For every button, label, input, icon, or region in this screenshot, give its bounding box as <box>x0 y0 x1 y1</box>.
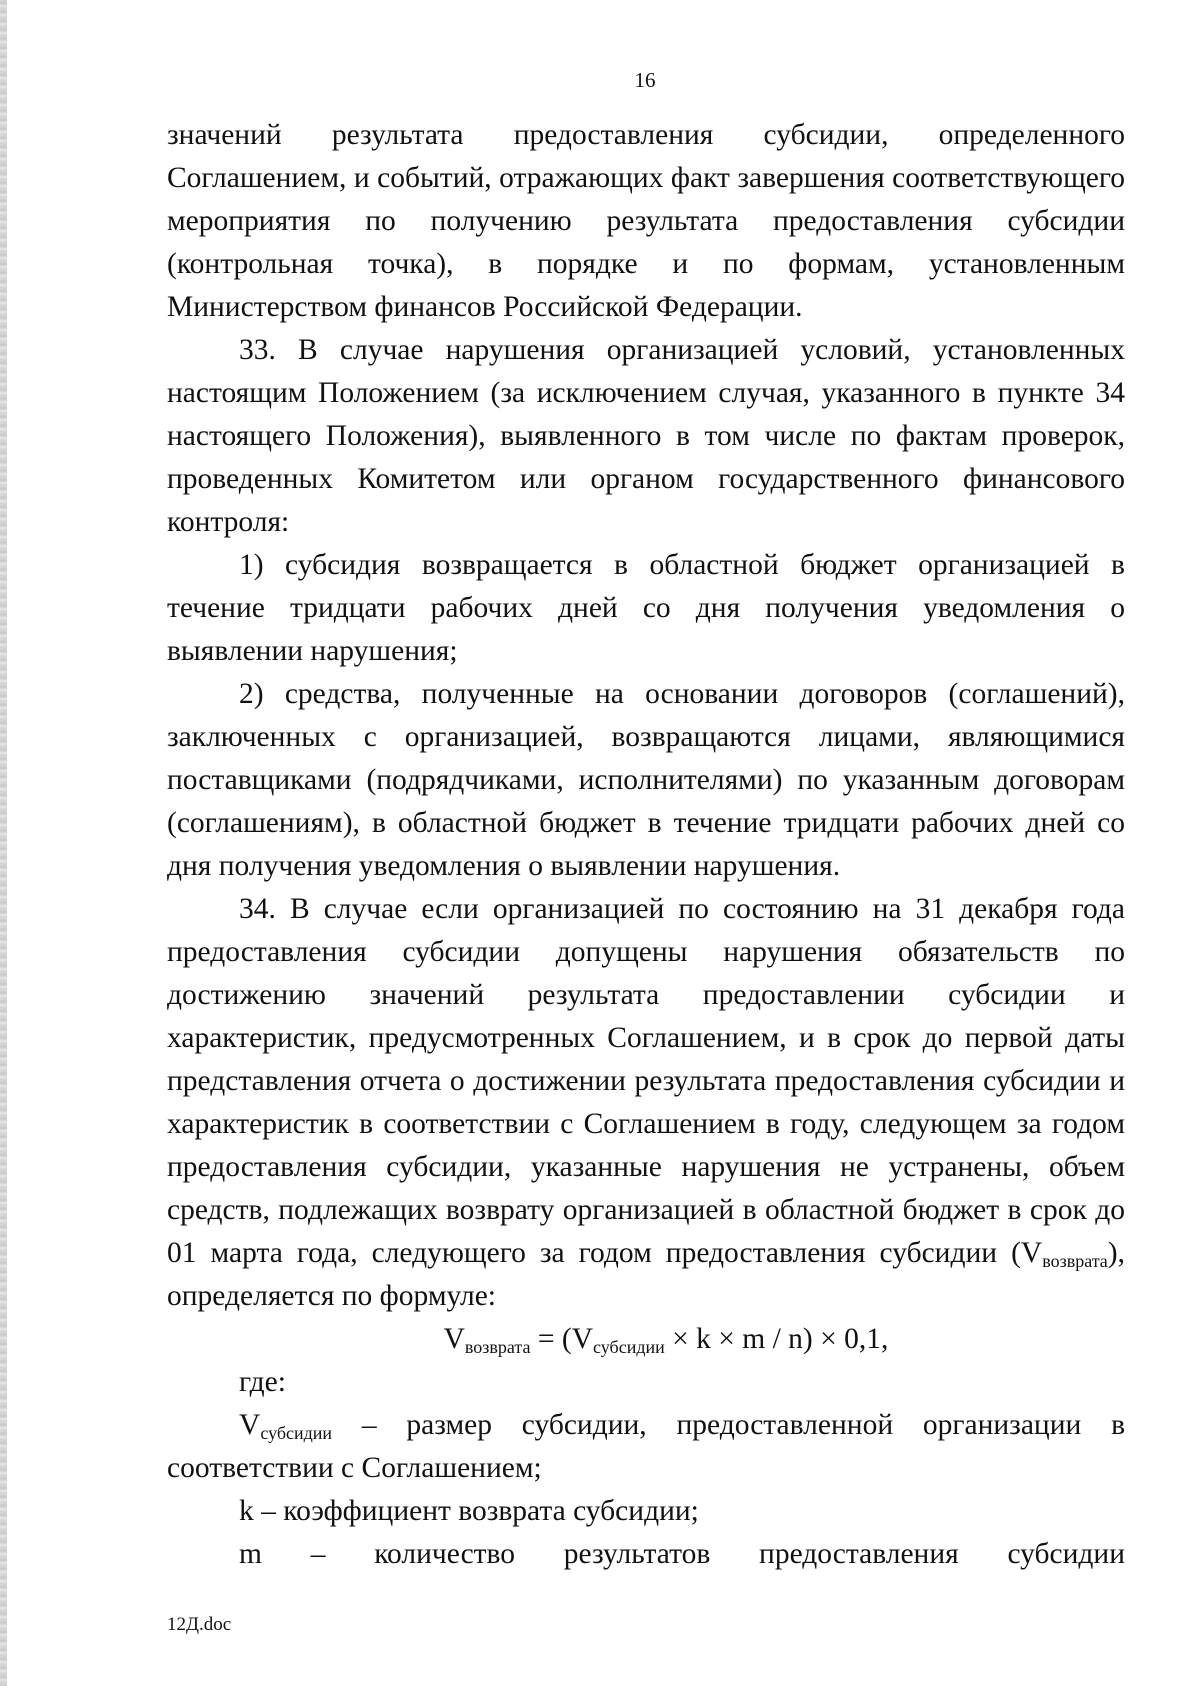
formula-lhs-var: V <box>443 1323 465 1355</box>
paragraph-33-item-2: 2) средства, полученные на основании договоров (соглашений), заключенных с организацией, возвращаются лицами, являющимися поставщиками (подрядчиками, исполнителями) по указанным договорам (соглашениям), в областной бюджет в течение тридцати рабочих дней со дня получения уведомления о выявлении нарушения. <box>167 678 1125 882</box>
formula-lhs-sub: возврата <box>464 1337 531 1357</box>
document-body <box>167 114 1125 1576</box>
page-number: 16 <box>634 68 656 92</box>
definition-k: k – коэффициент возврата субсидии; <box>239 1495 699 1527</box>
definition-v-subsidy <box>167 1404 1125 1490</box>
formula-rhs-sub: субсидии <box>593 1337 665 1357</box>
paragraph-34 <box>167 888 1125 1318</box>
where-label: где: <box>239 1366 286 1398</box>
paragraph-34-text: 34. В случае если организацией по состоянию на 31 декабря года предоставления субсидии допущены нарушения обязательств по достижению значений результата предоставлении субсидии и характеристик, предусмотренных Соглашением, и в срок до первой даты представления отчета о достижении результата предоставления субсидии и характеристик в соответствии с Соглашением в году, следующем за годом предоставления субсидии, указанные нарушения не устранены, объем средств, подлежащих возврату организацией в областной бюджет в срок до 01 марта года, следующего за годом предоставления субсидии (V <box>167 893 1125 1269</box>
scan-edge <box>0 0 7 1686</box>
paragraph-33: 33. В случае нарушения организацией условий, установленных настоящим Положением (за исключением случая, указанного в пункте 34 настоящего Положения), выявленного в том числе по фактам проверок, проведенных Комитетом или органом государственного финансового контроля: <box>167 334 1125 538</box>
v-return-subscript: возврата <box>1042 1251 1108 1271</box>
paragraph-34-end: ), определяется по формуле: <box>167 1237 1125 1312</box>
return-formula <box>167 1318 1125 1361</box>
paragraph-continuation: значений результата предоставления субсидии, определенного Соглашением, и событий, отражающих факт завершения соответствующего мероприятия по получению результата предоставления субсидии (контрольная точка), в порядке и по формам, установленным Министерством финансов Российской Федерации. <box>167 119 1125 323</box>
footer-filename: 12Д.doc <box>167 1614 232 1635</box>
formula-rest: × k × m / n) × 0,1, <box>664 1323 889 1355</box>
def-v-text: – размер субсидии, предоставленной организации в соответствии с Соглашением; <box>167 1409 1125 1484</box>
paragraph-33-item-1: 1) субсидия возвращается в областной бюджет организацией в течение тридцати рабочих дней со дня получения уведомления о выявлении нарушения; <box>167 549 1125 667</box>
def-v-var: V <box>239 1409 261 1441</box>
definition-m: m – количество результатов предоставления субсидии <box>239 1538 1125 1570</box>
formula-eq-open: = (V <box>530 1323 594 1355</box>
def-v-sub: субсидии <box>260 1423 333 1443</box>
